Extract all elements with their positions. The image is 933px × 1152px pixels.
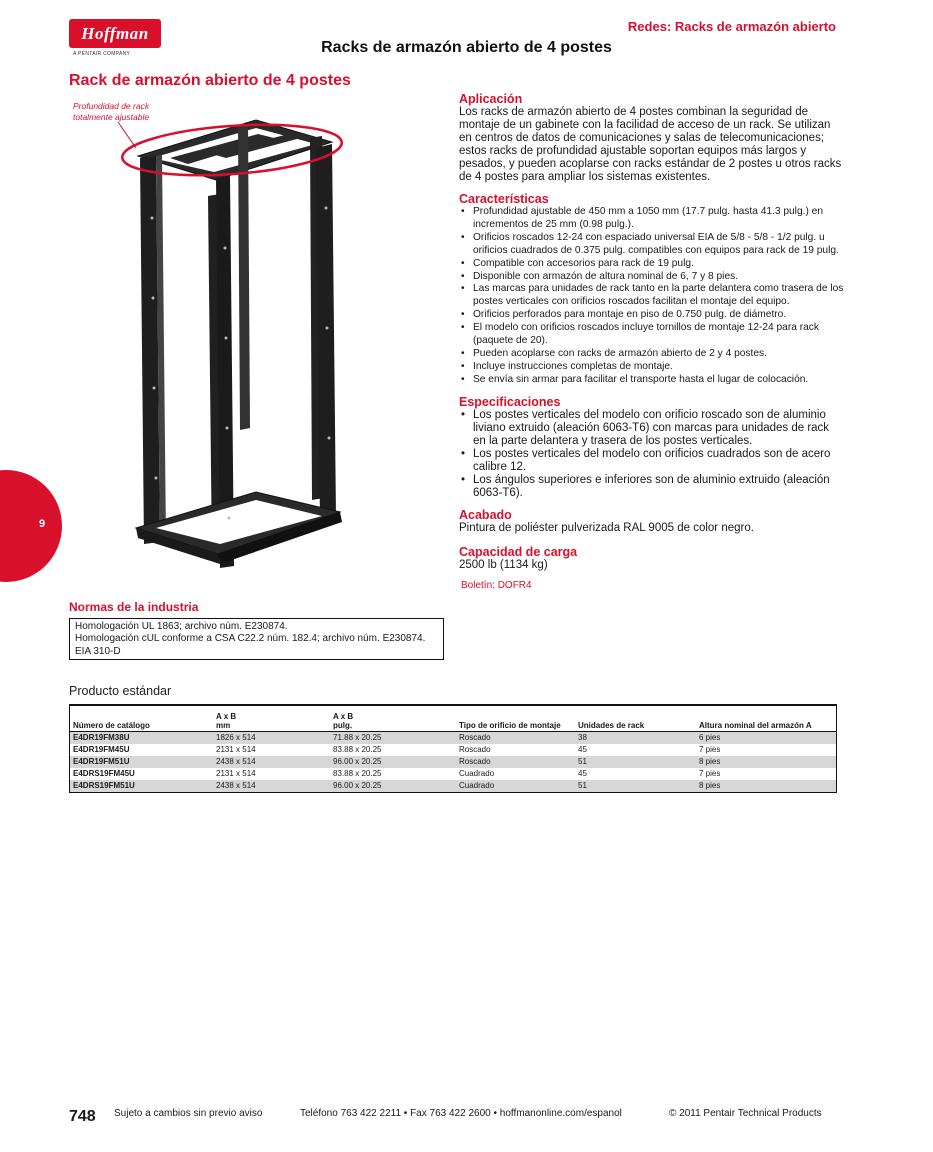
- application-heading: Aplicación: [459, 92, 523, 106]
- standard-product-label: Producto estándar: [69, 684, 172, 698]
- cell-axb-in: 71.88 x 20.25: [333, 733, 382, 742]
- rack-drawing: [70, 98, 360, 578]
- cell-rack-units: 45: [578, 745, 587, 754]
- norm-line: Homologación UL 1863; archivo núm. E230874.: [75, 621, 288, 632]
- header-rack-units: Unidades de rack: [575, 706, 696, 732]
- cell-axb-in: 83.88 x 20.25: [333, 745, 382, 754]
- feature-item: • Compatible con accesorios para rack de 19 pulg.: [459, 258, 844, 271]
- norm-line: Homologación cUL conforme a CSA C22.2 núm. 182.4; archivo núm. E230874.: [75, 633, 426, 645]
- cell-axb-mm: 1826 x 514: [216, 733, 256, 742]
- footer-note: Sujeto a cambios sin previo aviso: [114, 1108, 263, 1119]
- cell-hole-type: Roscado: [459, 757, 491, 766]
- cell-rack-units: 51: [578, 781, 587, 790]
- header-axb-in: A x B pulg.: [330, 706, 456, 732]
- feature-item: • Orificios roscados 12-24 con espaciado universal EIA de 5/8 - 5/8 - 1/2 pulg. u orificios cuadrados de 0.375 pulg. compatibles con equipos para rack de 19 pulg.: [459, 232, 844, 258]
- specification-item: • Los postes verticales del modelo con orificio roscado son de aluminio liviano extruido (aleación 6063-T6) con marcas para unidades de rack en la parte delantera y trasera de los postes verticales.: [459, 409, 844, 448]
- bulletin-link[interactable]: Boletín: DOFR4: [461, 579, 532, 591]
- feature-item: • Pueden acoplarse con racks de armazón abierto de 2 y 4 postes.: [459, 348, 844, 361]
- feature-item: • Orificios perforados para montaje en piso de 0.750 pulg. de diámetro.: [459, 309, 844, 322]
- feature-item: • El modelo con orificios roscados incluye tornillos de montaje 12-24 para rack (paquete de 20).: [459, 322, 844, 348]
- specification-item: • Los postes verticales del modelo con orificios cuadrados son de acero calibre 12.: [459, 448, 844, 474]
- footer-contact: Teléfono 763 422 2211 • Fax 763 422 2600 • hoffmanonline.com/espanol: [300, 1108, 622, 1119]
- specifications-list: [459, 409, 844, 500]
- cell-catalog: E4DRS19FM45U: [73, 769, 135, 778]
- norms-box: [69, 618, 444, 660]
- cell-hole-type: Cuadrado: [459, 781, 495, 790]
- norm-line: EIA 310-D: [75, 645, 121, 657]
- cell-frame-height: 8 pies: [699, 781, 721, 790]
- features-heading: Características: [459, 192, 549, 206]
- cell-axb-mm: 2131 x 514: [216, 769, 256, 778]
- cell-axb-in: 83.88 x 20.25: [333, 769, 382, 778]
- chapter-number: 9: [39, 518, 46, 530]
- table-row: [70, 768, 836, 780]
- load-heading: Capacidad de carga: [459, 544, 578, 559]
- product-table: [69, 704, 837, 793]
- footer-copyright: © 2011 Pentair Technical Products: [669, 1108, 822, 1119]
- cell-hole-type: Cuadrado: [459, 769, 495, 778]
- logo-subtext: A PENTAIR COMPANY: [73, 51, 131, 57]
- application-text: Los racks de armazón abierto de 4 postes combinan la seguridad de montaje de un gabinete con la facilidad de acceso de un rack. Se utilizan en centros de datos de comunicaciones y salas de telecomunicaciones; estos racks de profundidad ajustable soportan equipos más largos y pesados, y pueden acoplarse con racks estándar de 2 postes u otros racks de 4 postes para ampliar los sistemas existentes.: [459, 106, 842, 183]
- header-frame-height: Altura nominal del armazón A: [696, 706, 836, 732]
- product-title: Rack de armazón abierto de 4 postes: [69, 72, 351, 89]
- callout-line-1: Profundidad de rack: [73, 101, 150, 111]
- cell-frame-height: 6 pies: [699, 733, 721, 742]
- table-row: [70, 732, 836, 745]
- cell-hole-type: Roscado: [459, 733, 491, 742]
- rack-illustration: [70, 98, 360, 578]
- finish-heading: Acabado: [459, 507, 512, 522]
- cell-axb-in: 96.00 x 20.25: [333, 757, 382, 766]
- cell-rack-units: 38: [578, 733, 587, 742]
- finish-text: Pintura de poliéster pulverizada RAL 9005 de color negro.: [459, 521, 754, 534]
- header-hole-type: Tipo de orificio de montaje: [456, 706, 575, 732]
- table-row: [70, 744, 836, 756]
- table-header-row: [70, 706, 836, 732]
- features-list: [459, 206, 844, 387]
- cell-frame-height: 7 pies: [699, 745, 721, 754]
- chapter-tab: [0, 470, 62, 582]
- cell-rack-units: 51: [578, 757, 587, 766]
- feature-item: • Las marcas para unidades de rack tanto en la parte delantera como trasera de los postes verticales con orificios roscados facilitan el montaje del equipo.: [459, 283, 844, 309]
- cell-hole-type: Roscado: [459, 745, 491, 754]
- specifications-heading: Especificaciones: [459, 394, 561, 409]
- feature-item: • Incluye instrucciones completas de montaje.: [459, 361, 844, 374]
- description-column: [459, 92, 844, 601]
- cell-rack-units: 45: [578, 769, 587, 778]
- page-number: 748: [69, 1108, 96, 1125]
- cell-catalog: E4DRS19FM51U: [73, 781, 135, 790]
- header-axb-mm: A x B mm: [213, 706, 330, 732]
- cell-axb-mm: 2438 x 514: [216, 781, 256, 790]
- hoffman-logo: Hoffman: [69, 19, 161, 48]
- cell-axb-in: 96.00 x 20.25: [333, 781, 382, 790]
- table-row: [70, 756, 836, 768]
- cell-catalog: E4DR19FM38U: [73, 733, 130, 742]
- cell-axb-mm: 2438 x 514: [216, 757, 256, 766]
- page-title: Racks de armazón abierto de 4 postes: [321, 39, 612, 56]
- callout-line-2: totalmente ajustable: [73, 112, 150, 122]
- feature-item: • Profundidad ajustable de 450 mm a 1050 mm (17.7 pulg. hasta 41.3 pulg.) en incrementos de 25 mm (0.98 pulg.).: [459, 206, 844, 232]
- header-catalog: Número de catálogo: [70, 706, 213, 732]
- table-row: [70, 780, 836, 792]
- section-label: Redes: Racks de armazón abierto: [627, 19, 836, 34]
- cell-frame-height: 8 pies: [699, 757, 721, 766]
- cell-catalog: E4DR19FM45U: [73, 745, 130, 754]
- cell-catalog: E4DR19FM51U: [73, 757, 130, 766]
- feature-item: • Se envía sin armar para facilitar el transporte hasta el lugar de colocación.: [459, 374, 844, 387]
- cell-axb-mm: 2131 x 514: [216, 745, 256, 754]
- norms-heading: Normas de la industria: [69, 600, 199, 614]
- feature-item: • Disponible con armazón de altura nominal de 6, 7 y 8 pies.: [459, 271, 844, 284]
- specification-item: • Los ángulos superiores e inferiores son de aluminio extruido (aleación 6063-T6).: [459, 474, 844, 500]
- load-text: 2500 lb (1134 kg): [459, 558, 548, 571]
- cell-frame-height: 7 pies: [699, 769, 721, 778]
- depth-callout: [73, 101, 149, 123]
